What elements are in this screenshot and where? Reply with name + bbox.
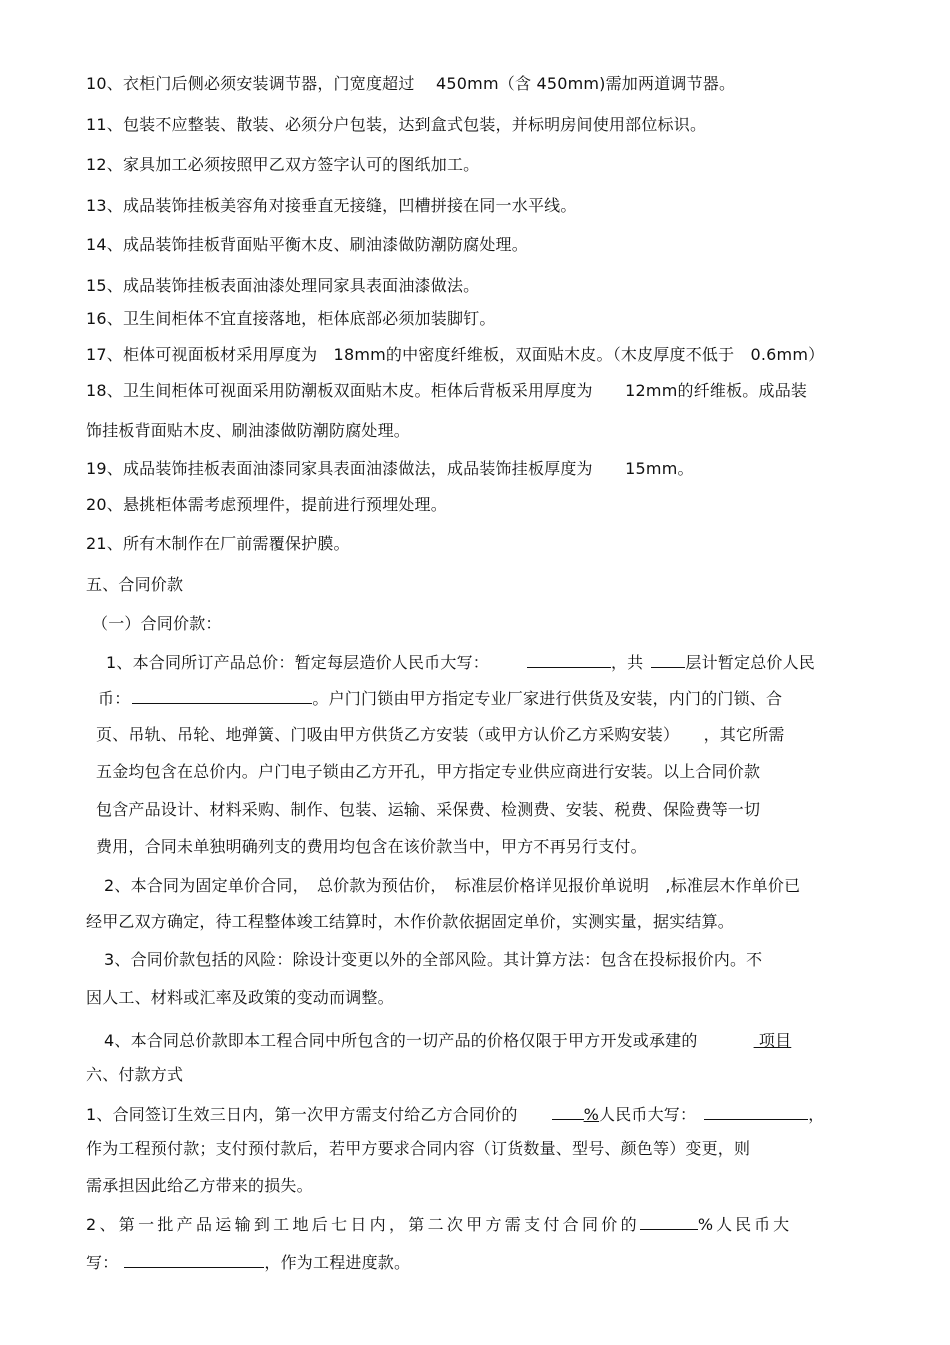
payment-para2-text-d: ，作为工程进度款。 bbox=[264, 1253, 411, 1272]
price-para3-line1: 3、合同价款包括的风险：除设计变更以外的全部风险。其计算方法：包含在投标报价内。不 bbox=[104, 950, 763, 969]
payment-para2-line1 bbox=[86, 1213, 792, 1235]
section-5-title: 五、合同价款 bbox=[86, 575, 184, 594]
price-para1-text-c: 层计暂定总价人民 bbox=[685, 653, 815, 672]
clause-21: 21、所有木制作在厂前需覆保护膜。 bbox=[86, 534, 350, 553]
advance-amount-blank[interactable] bbox=[704, 1103, 808, 1120]
price-para4-text: 4、本合同总价款即本工程合同中所包含的一切产品的价格仅限于甲方开发或承建的 bbox=[104, 1031, 698, 1050]
price-para1-text-e: 。户门门锁由甲方指定专业厂家进行供货及安装，内门的门锁、合 bbox=[312, 689, 783, 708]
price-para1-text-a: 1、本合同所订产品总价：暂定每层造价人民币大写： bbox=[106, 653, 489, 672]
price-para1-line4: 五金均包含在总价内。户门电子锁由乙方开孔，甲方指定专业供应商进行安装。以上合同价款 bbox=[96, 762, 761, 781]
clause-14: 14、成品装饰挂板背面贴平衡木皮、刷油漆做防潮防腐处理。 bbox=[86, 235, 528, 254]
clause-13: 13、成品装饰挂板美容角对接垂直无接缝，凹槽拼接在同一水平线。 bbox=[86, 196, 577, 215]
payment-para1-line1 bbox=[86, 1103, 824, 1125]
price-para1-text-d: 币： bbox=[98, 689, 131, 708]
payment-para2-text-b: %人民币大 bbox=[697, 1215, 793, 1234]
clause-16: 16、卫生间柜体不宜直接落地，柜体底部必须加装脚钉。 bbox=[86, 309, 496, 328]
price-para1-line1 bbox=[106, 651, 815, 673]
price-para1-line3: 页、吊轨、吊轮、地弹簧、门吸由甲方供货乙方安装（或甲方认价乙方采购安装） ，其它所需 bbox=[96, 725, 785, 744]
price-para3-line2: 因人工、材料或汇率及政策的变动而调整。 bbox=[86, 988, 394, 1007]
payment-para1-line2: 作为工程预付款；支付预付款后，若甲方要求合同内容（订货数量、型号、颜色等）变更，则 bbox=[86, 1139, 751, 1158]
clause-12: 12、家具加工必须按照甲乙双方签字认可的图纸加工。 bbox=[86, 155, 480, 174]
clause-18-line2: 饰挂板背面贴木皮、刷油漆做防潮防腐处理。 bbox=[86, 421, 411, 440]
payment-para1-text-a: 1、合同签订生效三日内，第一次甲方需支付给乙方合同价的 bbox=[86, 1105, 518, 1124]
clause-20: 20、悬挑柜体需考虑预埋件，提前进行预埋处理。 bbox=[86, 495, 447, 514]
clause-11: 11、包装不应整装、散装、必须分户包装，达到盒式包装，并标明房间使用部位标识。 bbox=[86, 115, 707, 134]
floor-count-blank[interactable] bbox=[651, 651, 685, 668]
price-para2-line2: 经甲乙双方确定，待工程整体竣工结算时，木作价款依据固定单价，实测实量，据实结算。 bbox=[86, 912, 735, 931]
price-para1-line6: 费用，合同未单独明确列支的费用均包含在该价款当中，甲方不再另行支付。 bbox=[96, 837, 647, 856]
clause-15: 15、成品装饰挂板表面油漆处理同家具表面油漆做法。 bbox=[86, 276, 480, 295]
payment-para2-text-c: 写： bbox=[86, 1253, 119, 1272]
section-6-title: 六、付款方式 bbox=[86, 1065, 184, 1084]
payment-para1-line3: 需承担因此给乙方带来的损失。 bbox=[86, 1176, 313, 1195]
progress-percent-blank[interactable] bbox=[640, 1213, 698, 1230]
advance-percent-blank[interactable] bbox=[552, 1103, 584, 1120]
payment-para2-line2 bbox=[86, 1251, 410, 1273]
clause-10: 10、衣柜门后侧必须安装调节器，门宽度超过 450mm（含 450mm)需加两道调节器。 bbox=[86, 74, 736, 93]
payment-para1-text-c: ， bbox=[808, 1105, 825, 1124]
payment-para2-text-a: 2、第一批产品运输到工地后七日内，第二次甲方需支付合同价的 bbox=[86, 1215, 640, 1234]
clause-18-line1: 18、卫生间柜体可视面采用防潮板双面贴木皮。柜体后背板采用厚度为 12mm的纤维板。成品装 bbox=[86, 381, 808, 400]
progress-amount-blank[interactable] bbox=[124, 1251, 264, 1268]
percent-sign: % bbox=[583, 1105, 599, 1124]
price-para2-line1: 2、本合同为固定单价合同， 总价款为预估价， 标准层价格详见报价单说明 ,标准层木作单价已 bbox=[104, 876, 801, 895]
total-price-blank[interactable] bbox=[132, 687, 312, 704]
project-name-field[interactable]: 项目 bbox=[753, 1031, 792, 1050]
price-para1-line2 bbox=[98, 687, 782, 709]
section-5-subtitle: （一）合同价款： bbox=[92, 614, 222, 633]
clause-17: 17、柜体可视面板材采用厚度为 18mm的中密度纤维板，双面贴木皮。（木皮厚度不低于 0.6mm） bbox=[86, 345, 825, 364]
price-para4-line1 bbox=[104, 1031, 791, 1051]
payment-para1-text-b: 人民币大写： bbox=[599, 1105, 697, 1124]
price-para1-line5: 包含产品设计、材料采购、制作、包装、运输、采保费、检测费、安装、税费、保险费等一切 bbox=[96, 800, 761, 819]
price-para1-text-b: ，共 bbox=[610, 653, 644, 672]
clause-19: 19、成品装饰挂板表面油漆同家具表面油漆做法，成品装饰挂板厚度为 15mm。 bbox=[86, 459, 694, 478]
per-floor-price-blank[interactable] bbox=[527, 651, 611, 668]
